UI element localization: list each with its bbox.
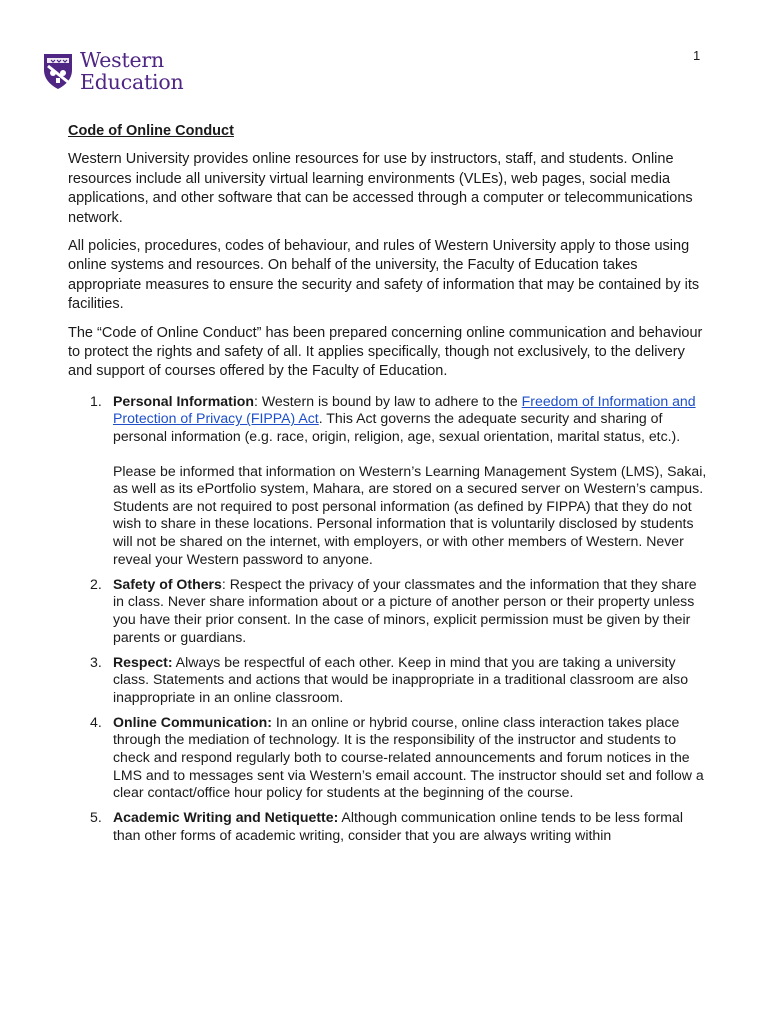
- item-term: Online Communication:: [113, 713, 272, 730]
- item-colon: :: [221, 575, 230, 592]
- document-body: [68, 122, 708, 852]
- logo-text-education: Education: [80, 69, 184, 94]
- item-text: Respect the privacy of your classmates and the information that they share in class. Never share information about or a picture of another person or their property unless you have their prior consent. In the case of minors, explicit permission must be given by their parents or guardians.: [113, 575, 697, 645]
- item-colon: :: [253, 392, 262, 409]
- intro-paragraph-1: Western University provides online resources for use by instructors, staff, and students. Online resources include all university virtual learning environments (VLEs), web pages, social media applications, and other software that can be accessed through a computer or telecommunications network.: [68, 151, 693, 226]
- list-item-personal-information: [68, 393, 708, 568]
- item-term: Respect:: [113, 653, 173, 670]
- item-subparagraph: Please be informed that information on Western’s Learning Management System (LMS), Sakai, as well as its ePortfolio system, Mahara, are stored on a secured server on Western’s campus. Students are not required to post personal information (as defined by FIPPA) that they do not wish to share in these locations. Personal information that is voluntarily disclosed by students will not be shared on the internet, with employers, or with other members of Western. Never reveal your Western password to anyone.: [113, 462, 707, 567]
- fippa-act-link[interactable]: Freedom of Information and Protection of Privacy (FIPPA) Act: [113, 392, 696, 427]
- list-item-safety-of-others: [68, 576, 708, 646]
- list-number: 4.: [90, 713, 102, 730]
- page-number: 1: [693, 48, 701, 63]
- document-title: Code of Online Conduct: [68, 123, 234, 139]
- item-term: Academic Writing and Netiquette:: [113, 809, 339, 826]
- list-number: 2.: [90, 575, 102, 592]
- western-education-logo: [42, 50, 184, 92]
- logo-text-western: Western: [80, 48, 165, 72]
- item-term: Safety of Others: [113, 575, 222, 592]
- list-number: 1.: [90, 392, 102, 409]
- list-item-online-communication: [68, 714, 708, 802]
- item-text: In an online or hybrid course, online class interaction takes place through the mediation of technology. It is the responsibility of the instructor and students to check and respond regularly both to course-related announcements and forum notices in the LMS and to messages sent via Western’s email account. The instructor should set and follow a clear contact/office hour policy for students at the beginning of the course.: [113, 713, 704, 801]
- item-text: Western is bound by law to adhere to the: [261, 392, 522, 409]
- item-text: Although communication online tends to be less formal than other forms of academic writing, consider that you are always writing within: [113, 809, 683, 843]
- conduct-list: [68, 393, 708, 845]
- intro-paragraph-2: All policies, procedures, codes of behaviour, and rules of Western University apply to those using online systems and resources. On behalf of the university, the Faculty of Education takes appropriate measures to ensure the security and safety of information that may be contained by its facilities.: [68, 238, 700, 313]
- intro-paragraph-3: The “Code of Online Conduct” has been prepared concerning online communication and behaviour to protect the rights and safety of all. It applies specifically, though not exclusively, to the delivery and support of courses offered by the Faculty of Education.: [68, 324, 703, 380]
- list-item-academic-writing: [68, 809, 708, 844]
- list-number: 5.: [90, 809, 102, 826]
- item-text-continued: . This Act governs the adequate security and sharing of personal information (e.g. race, origin, religion, age, sexual orientation, marital status, etc.).: [113, 410, 681, 445]
- item-term: Personal Information: [113, 392, 254, 409]
- list-item-respect: [68, 654, 708, 707]
- list-number: 3.: [90, 653, 102, 670]
- crest-icon: [42, 52, 74, 90]
- item-text: Always be respectful of each other. Keep in mind that you are taking a university class. Statements and actions that would be inappropriate in a traditional classroom are also inappropriate in an online classroom.: [113, 653, 689, 705]
